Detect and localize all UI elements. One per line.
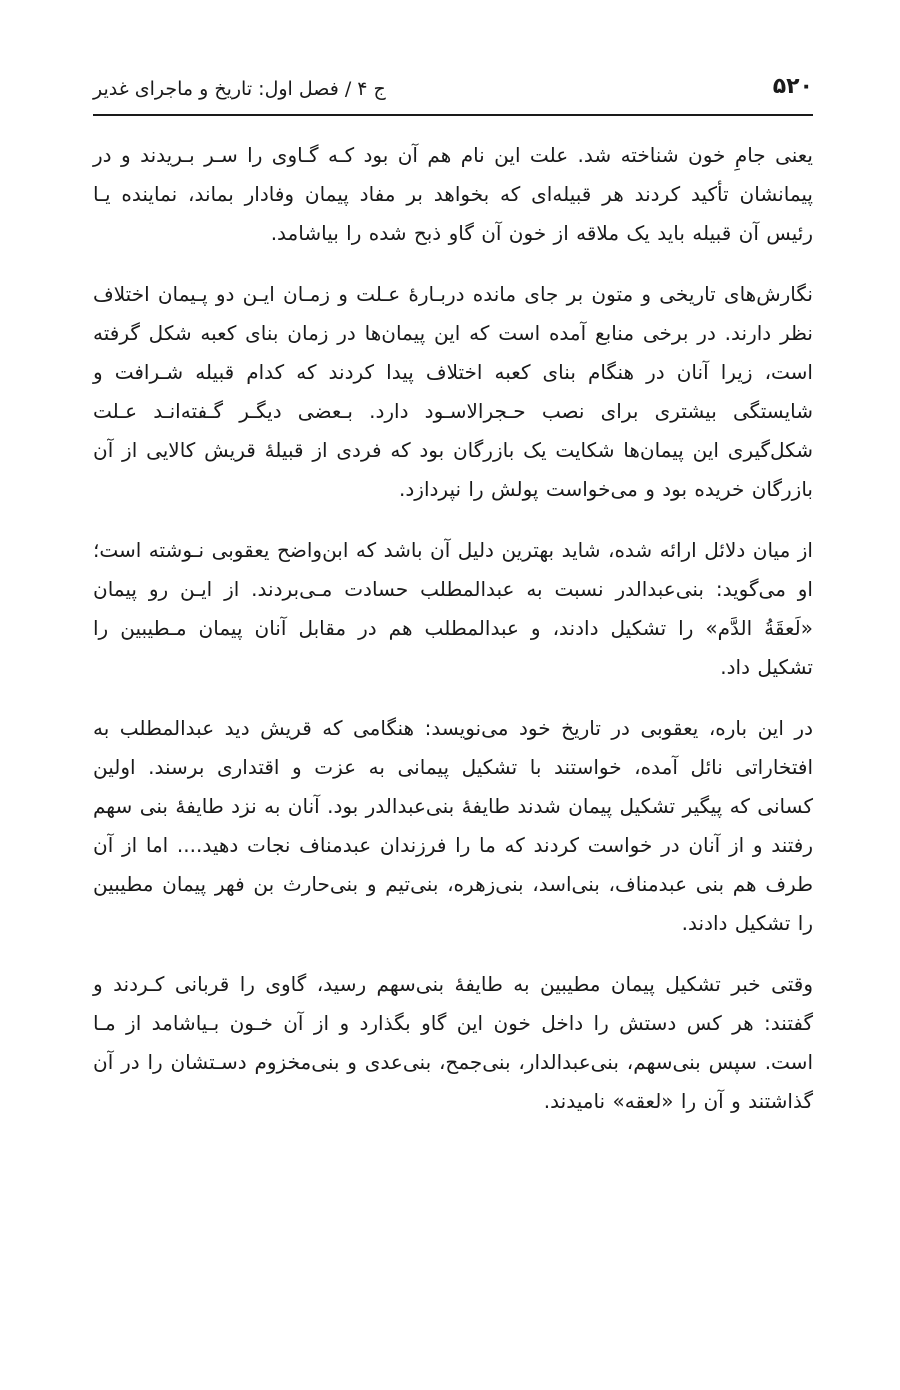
paragraph: وقتی خبر تشکیل پیمان مطیبین به طایفهٔ بنی‌سهم رسید، گاوی را قربانی کـردند و گفتند: هر کس دستش را داخل خون این گاو بگذارد و از آن خـون بـیاشامد از مـا است. سپس بنی‌سهم، بنی‌عبدالدار، بنی‌جمح، بنی‌عدی و بنی‌مخزوم دسـتشان را در آن گذاشتند و آن را «لعقه» نامیدند. [93,972,813,1113]
page-number: ۵۲۰ [772,74,813,99]
paragraph: در این باره، یعقوبی در تاریخ خود می‌نویسد: هنگامی که قریش دید عبدالمطلب به افتخاراتی نائل آمده، خواستند با تشکیل پیمانی به عزت و اقتداری برسند. اولین کسانی که پیگیر تشکیل پیمان شدند طایفهٔ بنی‌عبدالدر بود. آنان به نزد طایفهٔ بنی سهم رفتند و از آنان در خواست کردند که ما را فرزندان عبدمناف نجات دهید.... اما از آن طرف هم بنی عبدمناف، بنی‌اسد، بنی‌زهره، بنی‌تیم و بنی‌حارث بن فهر پیمان مطیبین را تشکیل دادند. [93,716,813,935]
running-header [93,70,813,116]
paragraph: یعنی جامِ خون شناخته شد. علت این نام هم آن بود کـه گـاوی را سـر بـریدند و در پیمانشان تأکید کردند هر قبیله‌ای که بخواهد بر مفاد پیمان وفادار بماند، نماینده یـا رئیس آن قبیله باید یک ملاقه از خون آن گاو ذبح شده را بیاشامد. [93,143,813,245]
body-text [93,136,813,1143]
running-header-title: ج ۴ / فصل اول: تاریخ و ماجرای غدیر [93,78,386,100]
paragraph: نگارش‌های تاریخی و متون بر جای مانده دربـارهٔ عـلت و زمـان ایـن دو پـیمان اختلاف نظر دارند. در برخی منابع آمده است که این پیمان‌ها در زمان بنای کعبه شکل گرفته است، زیرا آنان در هنگام بنای کعبه اختلاف پیدا کردند که کدام قبیله شـرافت و شایستگی بیشتری برای نصب حـجرالاسـود دارد. بـعضی دیگـر گـفته‌انـد عـلت شکل‌گیری این پیمان‌ها شکایت یک بازرگان بود که فردی از قبیلهٔ قریش کالایی از آن بازرگان خریده بود و می‌خواست پولش را نپردازد. [93,282,813,501]
paragraph: از میان دلائل ارائه شده، شاید بهترین دلیل آن باشد که ابن‌واضح یعقوبی نـوشته است؛ او می‌گوید: بنی‌عبدالدر نسبت به عبدالمطلب حسادت مـی‌بردند. از ایـن رو پیمان «لَعقَةُ الدَّم» را تشکیل دادند، و عبدالمطلب هم در مقابل آنان پیمان مـطیبین را تشکیل داد. [93,538,813,679]
